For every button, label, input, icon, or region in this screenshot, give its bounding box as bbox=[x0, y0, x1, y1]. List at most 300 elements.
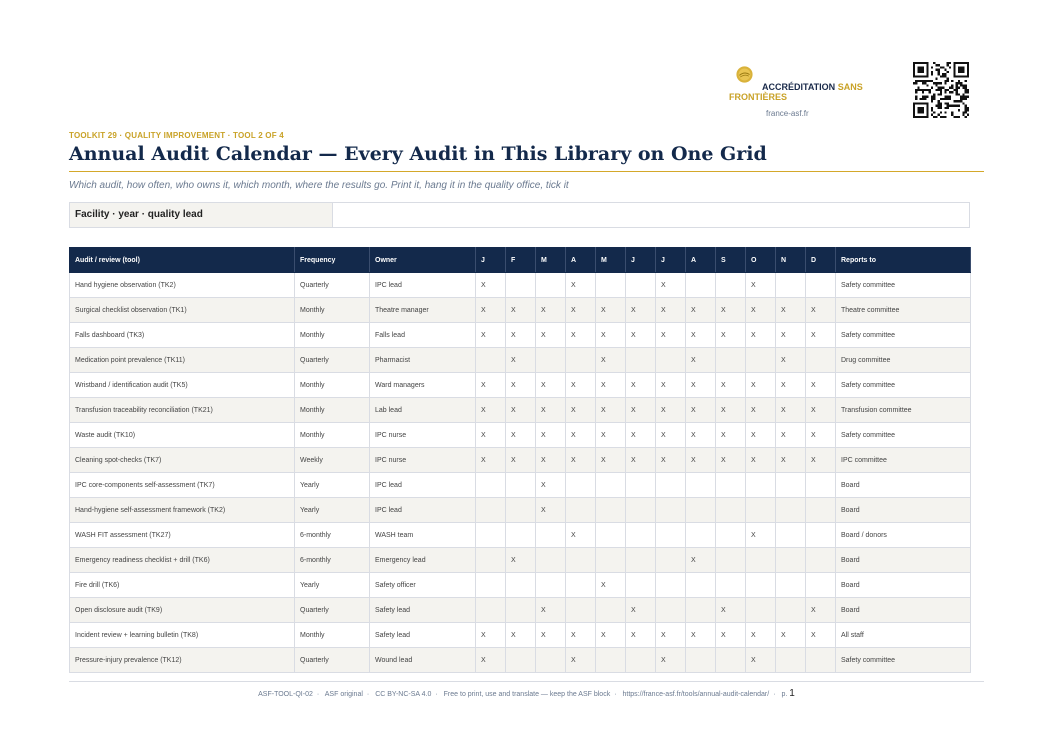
month-cell bbox=[506, 573, 536, 598]
month-cell bbox=[806, 498, 836, 523]
table-row bbox=[70, 523, 971, 548]
month-cell: X bbox=[566, 448, 596, 473]
month-cell bbox=[626, 498, 656, 523]
table-cell: Monthly bbox=[295, 423, 370, 448]
month-cell: X bbox=[506, 298, 536, 323]
audit-name-cell: Emergency readiness checklist + drill (TK6) bbox=[70, 548, 295, 573]
month-cell: X bbox=[566, 523, 596, 548]
month-cell: X bbox=[506, 623, 536, 648]
month-cell: X bbox=[806, 373, 836, 398]
month-cell bbox=[806, 473, 836, 498]
month-cell: X bbox=[476, 273, 506, 298]
table-cell: Quarterly bbox=[295, 348, 370, 373]
month-cell: X bbox=[506, 423, 536, 448]
month-cell: X bbox=[656, 623, 686, 648]
table-cell: IPC lead bbox=[370, 273, 476, 298]
month-cell bbox=[596, 598, 626, 623]
audit-name-cell: Incident review + learning bulletin (TK8) bbox=[70, 623, 295, 648]
month-cell: X bbox=[596, 298, 626, 323]
audit-name-cell: Medication point prevalence (TK11) bbox=[70, 348, 295, 373]
month-cell: X bbox=[536, 473, 566, 498]
month-cell: X bbox=[626, 598, 656, 623]
table-cell: Quarterly bbox=[295, 598, 370, 623]
column-header: Reports to bbox=[836, 248, 971, 273]
month-cell: X bbox=[746, 423, 776, 448]
month-cell bbox=[686, 273, 716, 298]
month-cell bbox=[716, 573, 746, 598]
month-cell: X bbox=[506, 348, 536, 373]
table-row bbox=[70, 348, 971, 373]
month-cell bbox=[776, 573, 806, 598]
column-header: D bbox=[806, 248, 836, 273]
table-cell: Safety officer bbox=[370, 573, 476, 598]
table-cell: Safety committee bbox=[836, 648, 971, 673]
month-cell bbox=[776, 473, 806, 498]
table-cell: Quarterly bbox=[295, 648, 370, 673]
month-cell bbox=[536, 523, 566, 548]
table-row bbox=[70, 498, 971, 523]
month-cell bbox=[626, 648, 656, 673]
month-cell bbox=[626, 473, 656, 498]
month-cell bbox=[776, 648, 806, 673]
facility-field bbox=[69, 202, 970, 228]
month-cell bbox=[746, 573, 776, 598]
month-cell: X bbox=[776, 348, 806, 373]
table-body bbox=[70, 273, 971, 673]
table-cell: Safety committee bbox=[836, 423, 971, 448]
table-cell: Quarterly bbox=[295, 273, 370, 298]
month-cell: X bbox=[716, 623, 746, 648]
table-cell: Safety lead bbox=[370, 623, 476, 648]
month-cell: X bbox=[806, 398, 836, 423]
audit-name-cell: Open disclosure audit (TK9) bbox=[70, 598, 295, 623]
month-cell bbox=[536, 548, 566, 573]
table-cell: Yearly bbox=[295, 473, 370, 498]
table-cell: WASH team bbox=[370, 523, 476, 548]
month-cell: X bbox=[776, 323, 806, 348]
month-cell bbox=[686, 648, 716, 673]
month-cell bbox=[566, 473, 596, 498]
month-cell bbox=[566, 348, 596, 373]
column-header: S bbox=[716, 248, 746, 273]
table-row bbox=[70, 473, 971, 498]
month-cell: X bbox=[716, 598, 746, 623]
audit-name-cell: Transfusion traceability reconciliation (TK21) bbox=[70, 398, 295, 423]
month-cell bbox=[656, 548, 686, 573]
table-header-row bbox=[70, 248, 971, 273]
month-cell: X bbox=[476, 648, 506, 673]
month-cell: X bbox=[806, 323, 836, 348]
month-cell bbox=[806, 573, 836, 598]
month-cell bbox=[716, 348, 746, 373]
month-cell: X bbox=[506, 398, 536, 423]
month-cell bbox=[596, 548, 626, 573]
table-row bbox=[70, 323, 971, 348]
footer-page-number: 1 bbox=[789, 688, 795, 699]
table-cell: Board bbox=[836, 548, 971, 573]
table-cell: Monthly bbox=[295, 623, 370, 648]
month-cell bbox=[776, 273, 806, 298]
footer-code: ASF-TOOL-QI-02 bbox=[258, 691, 313, 698]
column-header: M bbox=[536, 248, 566, 273]
page-subtitle: Which audit, how often, who owns it, which month, where the results go. Print it, hang it in the quality office, tick it bbox=[69, 180, 569, 191]
table-cell: Theatre manager bbox=[370, 298, 476, 323]
month-cell bbox=[476, 523, 506, 548]
month-cell bbox=[746, 473, 776, 498]
month-cell: X bbox=[716, 398, 746, 423]
month-cell bbox=[476, 498, 506, 523]
month-cell bbox=[776, 523, 806, 548]
month-cell bbox=[776, 598, 806, 623]
footer-license: CC BY-NC-SA 4.0 bbox=[375, 691, 432, 698]
month-cell bbox=[536, 348, 566, 373]
month-cell: X bbox=[536, 398, 566, 423]
month-cell bbox=[746, 548, 776, 573]
footer-rule bbox=[69, 681, 984, 682]
facility-label: Facility · year · quality lead bbox=[70, 203, 333, 227]
month-cell bbox=[506, 598, 536, 623]
month-cell bbox=[536, 273, 566, 298]
month-cell: X bbox=[716, 448, 746, 473]
qr-code-icon bbox=[913, 62, 969, 118]
month-cell bbox=[506, 648, 536, 673]
month-cell bbox=[806, 523, 836, 548]
month-cell bbox=[476, 548, 506, 573]
month-cell bbox=[806, 273, 836, 298]
month-cell bbox=[506, 473, 536, 498]
month-cell: X bbox=[506, 373, 536, 398]
month-cell bbox=[596, 498, 626, 523]
month-cell: X bbox=[536, 373, 566, 398]
month-cell bbox=[716, 523, 746, 548]
table-cell: Yearly bbox=[295, 498, 370, 523]
month-cell: X bbox=[476, 398, 506, 423]
facility-value[interactable] bbox=[333, 203, 969, 227]
month-cell: X bbox=[746, 373, 776, 398]
month-cell bbox=[656, 498, 686, 523]
table-cell: Board / donors bbox=[836, 523, 971, 548]
month-cell: X bbox=[656, 298, 686, 323]
month-cell bbox=[716, 273, 746, 298]
month-cell: X bbox=[686, 398, 716, 423]
table-cell: Transfusion committee bbox=[836, 398, 971, 423]
table-cell: All staff bbox=[836, 623, 971, 648]
table-row bbox=[70, 273, 971, 298]
month-cell: X bbox=[596, 423, 626, 448]
month-cell: X bbox=[506, 448, 536, 473]
month-cell: X bbox=[686, 448, 716, 473]
table-cell: IPC nurse bbox=[370, 448, 476, 473]
table-row bbox=[70, 398, 971, 423]
month-cell: X bbox=[476, 423, 506, 448]
month-cell bbox=[716, 548, 746, 573]
month-cell: X bbox=[716, 323, 746, 348]
logo-brand-part2: SANS bbox=[837, 82, 863, 92]
month-cell: X bbox=[536, 323, 566, 348]
month-cell: X bbox=[476, 448, 506, 473]
month-cell: X bbox=[656, 423, 686, 448]
month-cell: X bbox=[536, 298, 566, 323]
month-cell: X bbox=[806, 623, 836, 648]
month-cell: X bbox=[476, 323, 506, 348]
month-cell bbox=[626, 523, 656, 548]
month-cell bbox=[596, 523, 626, 548]
footer-origin: ASF original bbox=[324, 691, 363, 698]
month-cell: X bbox=[596, 448, 626, 473]
table-cell: Monthly bbox=[295, 323, 370, 348]
month-cell: X bbox=[656, 448, 686, 473]
table-cell: Safety committee bbox=[836, 273, 971, 298]
month-cell: X bbox=[506, 323, 536, 348]
month-cell bbox=[656, 473, 686, 498]
month-cell bbox=[566, 548, 596, 573]
column-header: N bbox=[776, 248, 806, 273]
month-cell: X bbox=[746, 298, 776, 323]
month-cell: X bbox=[566, 623, 596, 648]
month-cell: X bbox=[686, 548, 716, 573]
month-cell bbox=[806, 648, 836, 673]
table-cell: Drug committee bbox=[836, 348, 971, 373]
month-cell: X bbox=[626, 448, 656, 473]
audit-name-cell: Fire drill (TK6) bbox=[70, 573, 295, 598]
month-cell: X bbox=[746, 648, 776, 673]
column-header: J bbox=[656, 248, 686, 273]
table-cell: 6-monthly bbox=[295, 523, 370, 548]
month-cell: X bbox=[746, 448, 776, 473]
month-cell bbox=[656, 573, 686, 598]
month-cell bbox=[476, 473, 506, 498]
column-header: J bbox=[476, 248, 506, 273]
table-cell: 6-monthly bbox=[295, 548, 370, 573]
month-cell: X bbox=[536, 598, 566, 623]
audit-name-cell: Waste audit (TK10) bbox=[70, 423, 295, 448]
month-cell bbox=[536, 573, 566, 598]
month-cell bbox=[596, 473, 626, 498]
month-cell: X bbox=[686, 423, 716, 448]
month-cell: X bbox=[596, 573, 626, 598]
table-cell: Monthly bbox=[295, 373, 370, 398]
audit-name-cell: IPC core-components self-assessment (TK7) bbox=[70, 473, 295, 498]
month-cell bbox=[506, 273, 536, 298]
month-cell: X bbox=[746, 398, 776, 423]
month-cell bbox=[806, 548, 836, 573]
month-cell: X bbox=[776, 298, 806, 323]
month-cell: X bbox=[746, 523, 776, 548]
page-footer: ASF-TOOL-QI-02 · ASF original · CC BY-NC-SA 4.0 · Free to print, use and translate — keep the ASF block · https://france-asf.fr/tools/annual-audit-calendar/ · p. 1 bbox=[258, 688, 795, 699]
logo-brand-part3: FRONTIÈRES bbox=[729, 92, 788, 102]
month-cell: X bbox=[686, 298, 716, 323]
month-cell: X bbox=[806, 448, 836, 473]
month-cell bbox=[506, 498, 536, 523]
month-cell: X bbox=[536, 423, 566, 448]
footer-page-prefix: p. bbox=[781, 691, 788, 698]
table-row bbox=[70, 373, 971, 398]
month-cell: X bbox=[656, 323, 686, 348]
month-cell: X bbox=[476, 373, 506, 398]
table-cell: Board bbox=[836, 473, 971, 498]
month-cell: X bbox=[776, 423, 806, 448]
month-cell: X bbox=[656, 648, 686, 673]
table-cell: IPC lead bbox=[370, 498, 476, 523]
table-cell: Board bbox=[836, 598, 971, 623]
month-cell bbox=[536, 648, 566, 673]
table-cell: Ward managers bbox=[370, 373, 476, 398]
column-header: O bbox=[746, 248, 776, 273]
logo-url: france-asf.fr bbox=[766, 109, 809, 118]
month-cell bbox=[476, 598, 506, 623]
month-cell: X bbox=[566, 273, 596, 298]
table-cell: Pharmacist bbox=[370, 348, 476, 373]
table-cell: Monthly bbox=[295, 398, 370, 423]
page-title: Annual Audit Calendar — Every Audit in This Library on One Grid bbox=[69, 143, 767, 165]
month-cell: X bbox=[746, 323, 776, 348]
table-cell: Yearly bbox=[295, 573, 370, 598]
month-cell bbox=[776, 548, 806, 573]
table-cell: Safety lead bbox=[370, 598, 476, 623]
month-cell bbox=[566, 498, 596, 523]
month-cell bbox=[566, 573, 596, 598]
table-cell: Wound lead bbox=[370, 648, 476, 673]
month-cell: X bbox=[566, 373, 596, 398]
month-cell bbox=[776, 498, 806, 523]
month-cell bbox=[626, 548, 656, 573]
table-cell: IPC lead bbox=[370, 473, 476, 498]
column-header: Owner bbox=[370, 248, 476, 273]
month-cell: X bbox=[566, 423, 596, 448]
table-row bbox=[70, 548, 971, 573]
column-header: A bbox=[566, 248, 596, 273]
month-cell: X bbox=[596, 373, 626, 398]
month-cell: X bbox=[776, 448, 806, 473]
month-cell: X bbox=[596, 398, 626, 423]
month-cell bbox=[626, 348, 656, 373]
month-cell: X bbox=[626, 423, 656, 448]
month-cell: X bbox=[776, 398, 806, 423]
table-cell: Lab lead bbox=[370, 398, 476, 423]
month-cell bbox=[476, 348, 506, 373]
month-cell: X bbox=[566, 398, 596, 423]
asf-globe-icon bbox=[736, 66, 753, 83]
month-cell bbox=[806, 348, 836, 373]
month-cell bbox=[596, 273, 626, 298]
month-cell bbox=[716, 473, 746, 498]
month-cell: X bbox=[566, 298, 596, 323]
table-cell: Safety committee bbox=[836, 323, 971, 348]
audit-name-cell: WASH FIT assessment (TK27) bbox=[70, 523, 295, 548]
month-cell: X bbox=[626, 323, 656, 348]
month-cell bbox=[686, 598, 716, 623]
month-cell: X bbox=[686, 323, 716, 348]
month-cell bbox=[746, 598, 776, 623]
month-cell: X bbox=[716, 423, 746, 448]
table-cell: IPC committee bbox=[836, 448, 971, 473]
month-cell bbox=[686, 473, 716, 498]
title-rule bbox=[69, 171, 984, 172]
month-cell: X bbox=[626, 298, 656, 323]
month-cell bbox=[506, 523, 536, 548]
month-cell: X bbox=[626, 623, 656, 648]
month-cell: X bbox=[476, 623, 506, 648]
month-cell: X bbox=[776, 373, 806, 398]
audit-name-cell: Hand hygiene observation (TK2) bbox=[70, 273, 295, 298]
month-cell: X bbox=[536, 498, 566, 523]
footer-note: Free to print, use and translate — keep the ASF block bbox=[443, 691, 611, 698]
month-cell: X bbox=[506, 548, 536, 573]
month-cell bbox=[596, 648, 626, 673]
audit-name-cell: Surgical checklist observation (TK1) bbox=[70, 298, 295, 323]
month-cell: X bbox=[806, 423, 836, 448]
column-header: F bbox=[506, 248, 536, 273]
month-cell bbox=[566, 598, 596, 623]
month-cell: X bbox=[566, 323, 596, 348]
month-cell: X bbox=[656, 398, 686, 423]
month-cell: X bbox=[536, 448, 566, 473]
month-cell: X bbox=[716, 373, 746, 398]
table-cell: Emergency lead bbox=[370, 548, 476, 573]
month-cell bbox=[746, 498, 776, 523]
column-header: Audit / review (tool) bbox=[70, 248, 295, 273]
audit-name-cell: Pressure-injury prevalence (TK12) bbox=[70, 648, 295, 673]
logo-brand-line bbox=[762, 82, 863, 92]
month-cell: X bbox=[476, 298, 506, 323]
month-cell: X bbox=[626, 398, 656, 423]
month-cell: X bbox=[596, 323, 626, 348]
month-cell: X bbox=[776, 623, 806, 648]
month-cell bbox=[686, 498, 716, 523]
month-cell: X bbox=[656, 373, 686, 398]
month-cell: X bbox=[656, 273, 686, 298]
month-cell: X bbox=[746, 273, 776, 298]
table-row bbox=[70, 423, 971, 448]
month-cell bbox=[686, 523, 716, 548]
month-cell: X bbox=[686, 348, 716, 373]
table-cell: Monthly bbox=[295, 298, 370, 323]
month-cell: X bbox=[596, 348, 626, 373]
month-cell bbox=[626, 273, 656, 298]
month-cell: X bbox=[626, 373, 656, 398]
table-cell: Board bbox=[836, 573, 971, 598]
table-row bbox=[70, 623, 971, 648]
table-cell: IPC nurse bbox=[370, 423, 476, 448]
month-cell: X bbox=[716, 298, 746, 323]
audit-name-cell: Wristband / identification audit (TK5) bbox=[70, 373, 295, 398]
table-row bbox=[70, 448, 971, 473]
month-cell bbox=[716, 498, 746, 523]
logo-brand-part1: ACCRÉDITATION bbox=[762, 82, 836, 92]
table-cell: Theatre committee bbox=[836, 298, 971, 323]
month-cell: X bbox=[596, 623, 626, 648]
month-cell: X bbox=[686, 373, 716, 398]
month-cell bbox=[746, 348, 776, 373]
table-cell: Weekly bbox=[295, 448, 370, 473]
table-row bbox=[70, 598, 971, 623]
table-cell: Board bbox=[836, 498, 971, 523]
table-cell: Safety committee bbox=[836, 373, 971, 398]
month-cell: X bbox=[566, 648, 596, 673]
audit-name-cell: Falls dashboard (TK3) bbox=[70, 323, 295, 348]
month-cell: X bbox=[536, 623, 566, 648]
footer-url[interactable]: https://france-asf.fr/tools/annual-audit-calendar/ bbox=[622, 691, 770, 698]
audit-name-cell: Cleaning spot-checks (TK7) bbox=[70, 448, 295, 473]
month-cell: X bbox=[746, 623, 776, 648]
month-cell bbox=[656, 523, 686, 548]
month-cell: X bbox=[806, 598, 836, 623]
month-cell: X bbox=[806, 298, 836, 323]
month-cell bbox=[626, 573, 656, 598]
month-cell bbox=[716, 648, 746, 673]
month-cell bbox=[686, 573, 716, 598]
table-cell: Falls lead bbox=[370, 323, 476, 348]
